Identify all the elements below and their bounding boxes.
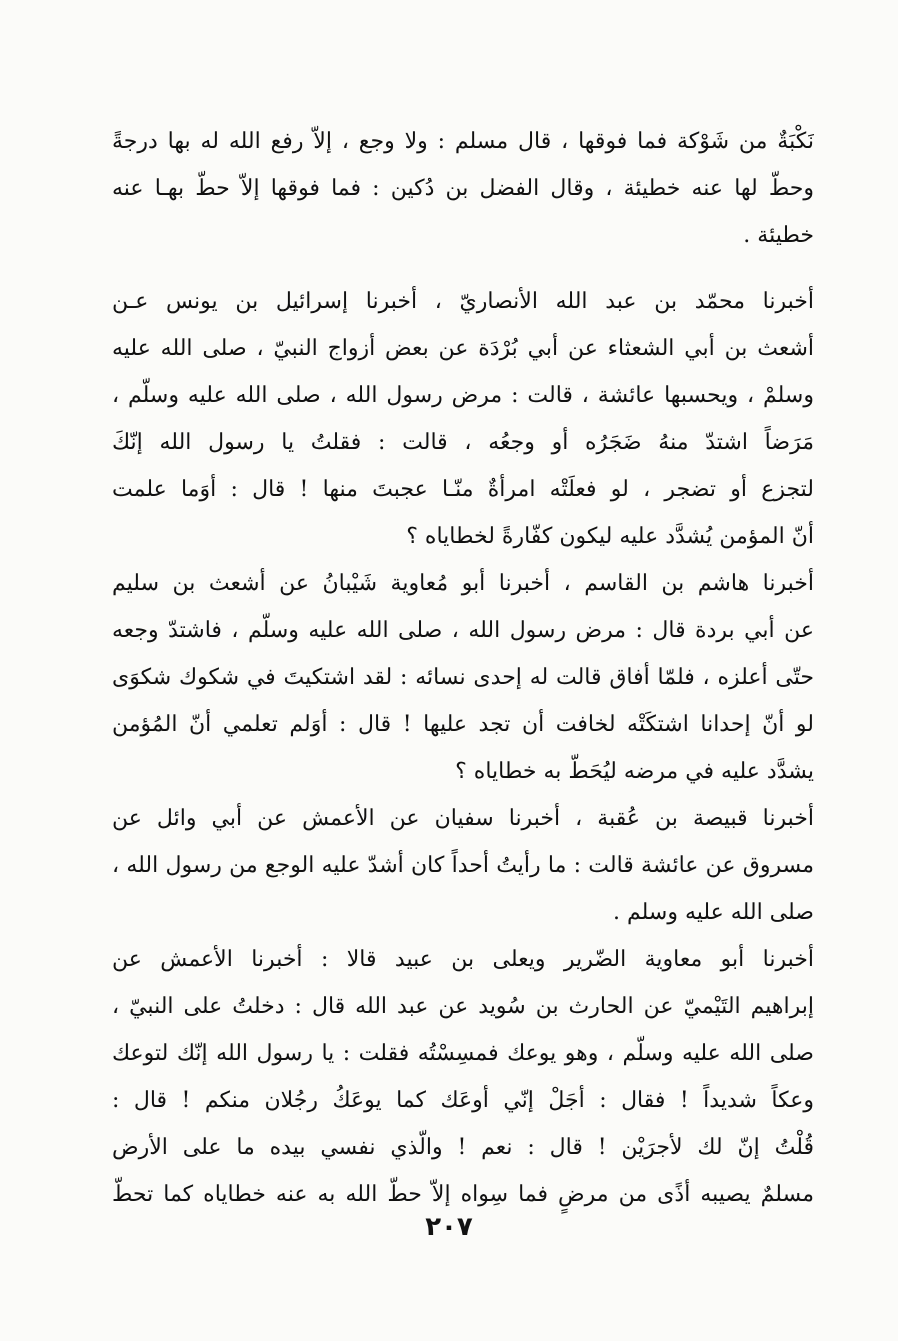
text-line: مسلمٌ يصيبه أذًى من مرضٍ فما سِواه إلاّ حطّ الله به عنه خطاياه كما تحطّ — [112, 1182, 814, 1207]
paragraph-5 — [112, 936, 814, 1218]
page-body — [112, 118, 814, 1218]
paragraph-2 — [112, 278, 814, 560]
paragraph-3 — [112, 560, 814, 795]
page-number: ٢٠٧ — [425, 1212, 473, 1242]
text-line: حتّى أعلزه ، فلمّا أفاق قالت له إحدى نسائه : لقد اشتكيتَ في شكوك شكوَى — [112, 665, 814, 690]
text-line: صلى الله عليه وسلم . — [613, 900, 814, 925]
text-line: أشعث بن أبي الشعثاء عن أبي بُرْدَة عن بعض أزواج النبيّ ، صلى الله عليه — [112, 336, 814, 361]
text-line: خطيئة . — [743, 223, 814, 248]
text-line: وسلمْ ، ويحسبها عائشة ، قالت : مرض رسول الله ، صلى الله عليه وسلّم ، — [112, 383, 814, 408]
text-line: أخبرنا محمّد بن عبد الله الأنصاريّ ، أخبرنا إسرائيل بن يونس عـن — [112, 289, 814, 314]
text-line: وعكاً شديداً ! فقال : أجَلْ إنّي أوعَك كما يوعَكُ رجُلان منكم ! قال : — [112, 1088, 814, 1113]
text-line: مسروق عن عائشة قالت : ما رأيتُ أحداً كان أشدّ عليه الوجع من رسول الله ، — [112, 853, 814, 878]
text-line: أنّ المؤمن يُشدَّد عليه ليكون كفّارةً لخطاياه ؟ — [406, 524, 814, 549]
text-line: عن أبي بردة قال : مرض رسول الله ، صلى الله عليه وسلّم ، فاشتدّ وجعه — [112, 618, 814, 643]
text-line: صلى الله عليه وسلّم ، وهو يوعك فمسِسْتُه فقلت : يا رسول الله إنّك لتوعك — [112, 1041, 814, 1066]
text-line: أخبرنا أبو معاوية الضّرير ويعلى بن عبيد قالا : أخبرنا الأعمش عن — [112, 947, 814, 972]
paragraph-1 — [112, 118, 814, 259]
text-line: نَكْبَةٌ من شَوْكة فما فوقها ، قال مسلم : ولا وجع ، إلاّ رفع الله له بها درجةً — [112, 129, 814, 154]
text-line: مَرَضاً اشتدّ منهُ ضَجَرُه أو وجعُه ، قالت : فقلتُ يا رسول الله إنّكَ — [112, 430, 814, 455]
text-line: يشدَّد عليه في مرضه ليُحَطّ به خطاياه ؟ — [455, 759, 814, 784]
text-line: قُلْتُ إنّ لك لأجرَيْن ! قال : نعم ! والّذي نفسي بيده ما على الأرض — [112, 1135, 814, 1160]
text-line: لتجزع أو تضجر ، لو فعلَتْه امرأةٌ منّـا عجبتَ منها ! قال : أوَما علمت — [112, 477, 814, 502]
text-line: أخبرنا هاشم بن القاسم ، أخبرنا أبو مُعاوية شَيْبانُ عن أشعث بن سليم — [112, 571, 814, 596]
paragraph-gap — [112, 259, 814, 278]
text-line: وحطّ لها عنه خطيئة ، وقال الفضل بن دُكين : فما فوقها إلاّ حطّ بهـا عنه — [112, 176, 814, 201]
text-line: إبراهيم التَيْميّ عن الحارث بن سُويد عن عبد الله قال : دخلتُ على النبيّ ، — [112, 994, 814, 1019]
text-line: أخبرنا قبيصة بن عُقبة ، أخبرنا سفيان عن الأعمش عن أبي وائل عن — [112, 806, 814, 831]
paragraph-4 — [112, 795, 814, 936]
text-line: لو أنّ إحدانا اشتكَتْه لخافت أن تجد عليها ! قال : أوَلم تعلمي أنّ المُؤمن — [112, 712, 814, 737]
